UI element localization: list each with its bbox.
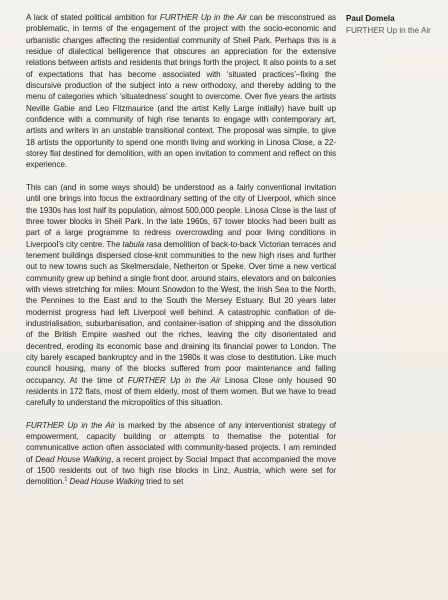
author-name: Paul Domela [346, 14, 395, 23]
running-header [346, 13, 446, 36]
text-run: is marked by the absence of any interventionist strategy of empowerment, capacity building or attempts to thematise the potential for communicative action often associated with community-based projects. I am reminded of [26, 420, 336, 464]
text-run: Linosa Close only housed 90 residents in 172 flats, most of them elderly, most of them women. But we have to tread carefully to understand the micropolitics of this situation. [26, 375, 336, 408]
italic-title: FURTHER Up in the Air [127, 375, 221, 385]
paragraph-1 [26, 12, 336, 171]
text-run: , a recent project by Social Impact that accompanied the move of 1500 residents out of two high rise blocks in Linz, Austria, which were set for demolition. [26, 454, 337, 487]
italic-title: Dead House Walking [69, 477, 145, 487]
text-run: This can (and in some ways should) be understood as a fairly conventional invitation until one brings into focus the extraordinary setting of the city of Liverpool, which since the 1930s has lost half its population, almost 500,000 people. Linosa Close is the last of three tower blocks in Sheil Park. In the late 1960s, 67 tower blocks had been built as part of a large programme to redress overcrowding and poor living conditions in Liverpool’s city centre. The [26, 182, 336, 249]
text-run: A lack of stated political ambition for [26, 13, 160, 22]
italic-title: FURTHER Up in the Air [26, 420, 116, 430]
paragraph-2 [26, 182, 336, 409]
article-body [26, 12, 336, 488]
italic-title: Dead House Walking [35, 454, 112, 464]
italic-term: tabula rasa [122, 239, 162, 249]
paragraph-3 [26, 420, 336, 488]
essay-title: FURTHER Up in the Air [346, 25, 431, 35]
text-run: tried to set [144, 477, 184, 487]
text-run: can be misconstrued as problematic, in terms of the engagement of the project with the socio-economic and urbanistic changes affecting the residential community of Sheil Park. Perhaps this is a residue of dialectical belligerence that obscures an appreciation for the extensive relations between artists and residents that brings forth the project. It also points to a set of expectations that has become associated with ‘situated practices’–fixing the discursive production of the subject into a new orthodoxy, and thereby adding to the menu of categories which ‘situatedness’ sought to overcome. Over five years the artists Neville Gabie and Leo Fitzmaurice (and the artist Kelly Large initially) have built up confidence with a community of high rise tenants to engage with contemporary art, artists and writers in an unstable transitional context. The proposal was simple, to give 18 artists the opportunity to spend one month living and working in Linosa Close, a 22-storey flat destined for demolition, with an open invitation to comment and reflect on this experience. [26, 13, 336, 170]
text-run: demolition of back-to-back Victorian terraces and tenement buildings dispersed close-knit communities to the new high rises and further out to new towns such as Skelmersdale, Netherton or Speke. Over time a new vertical community grew up behind a single front door, around stairs, elevators and on balconies with views stretching for miles: Mount Snowdon to the West, the Irish Sea to the North, the Pennines to the East and to the South the Mersey Estuary. But 20 years later modernist progress had left Liverpool well behind. A catastrophic conflation of de-industrialisation, suburbanisation, and container-isation of shipping and the dissolution of the British Empire washed out the riches, leaving the city disorientated and decentred, eroding its economic base and draining its financial power to London. The city barely escaped bankruptcy and in the 1980s it was close to destitution. Like much council housing, many of the blocks suffered from poor maintenance and falling occupancy. At the time of [26, 239, 336, 385]
footnote-marker[interactable]: 1 [64, 476, 68, 483]
italic-title: FURTHER Up in the Air [159, 13, 247, 22]
